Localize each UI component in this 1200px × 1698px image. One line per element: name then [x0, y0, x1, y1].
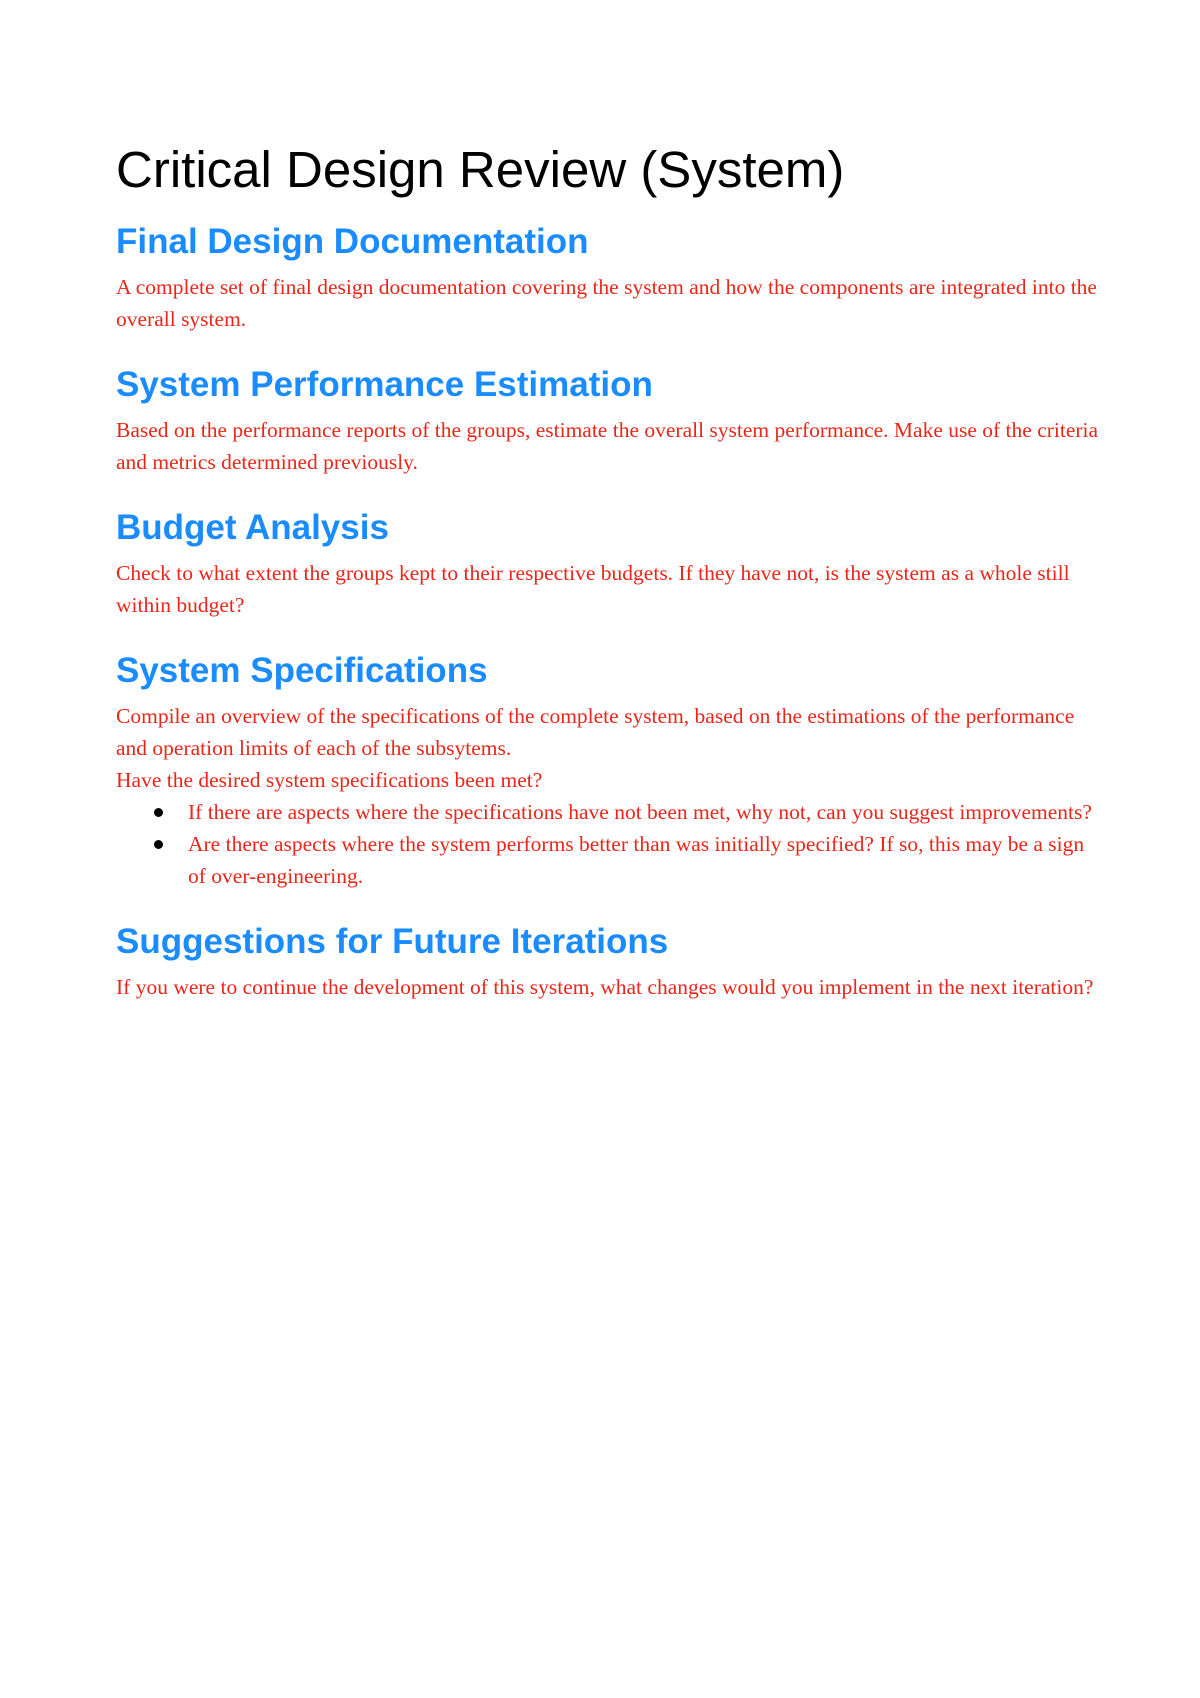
list-item: [116, 796, 1100, 828]
list-item-text: Are there aspects where the system performs better than was initially specified? If so, this may be a sign of over-engineering.: [188, 832, 1085, 888]
section-budget-analysis: [116, 507, 1100, 621]
section-final-design-documentation: [116, 221, 1100, 335]
section-body: If you were to continue the development of this system, what changes would you implement in the next iteration?: [116, 975, 1094, 999]
section-question: Have the desired system specifications been met?: [116, 768, 543, 792]
section-body: Check to what extent the groups kept to their respective budgets. If they have not, is the system as a whole still within budget?: [116, 561, 1070, 617]
section-heading: Suggestions for Future Iterations: [116, 922, 669, 961]
section-body: A complete set of final design documentation covering the system and how the components are integrated into the overall system.: [116, 275, 1097, 331]
section-heading: System Specifications: [116, 651, 488, 690]
section-heading: System Performance Estimation: [116, 365, 653, 404]
document-content: [116, 141, 1100, 1032]
section-heading: Final Design Documentation: [116, 222, 589, 261]
page-title: Critical Design Review (System): [116, 141, 845, 198]
section-system-performance-estimation: [116, 364, 1100, 478]
section-system-specifications: [116, 650, 1100, 892]
bullet-icon: [154, 808, 163, 817]
section-body: Compile an overview of the specifications of the complete system, based on the estimations of the performance and operation limits of each of the subsytems.: [116, 704, 1075, 760]
list-item-text: If there are aspects where the specifications have not been met, why not, can you suggest improvements?: [188, 800, 1092, 824]
section-body: Based on the performance reports of the groups, estimate the overall system performance. Make use of the criteria and metrics determined previously.: [116, 418, 1099, 474]
bullet-icon: [154, 840, 163, 849]
section-suggestions-future-iterations: [116, 921, 1100, 1003]
list-item: [116, 828, 1100, 892]
bullet-list: [116, 796, 1100, 892]
section-heading: Budget Analysis: [116, 508, 389, 547]
